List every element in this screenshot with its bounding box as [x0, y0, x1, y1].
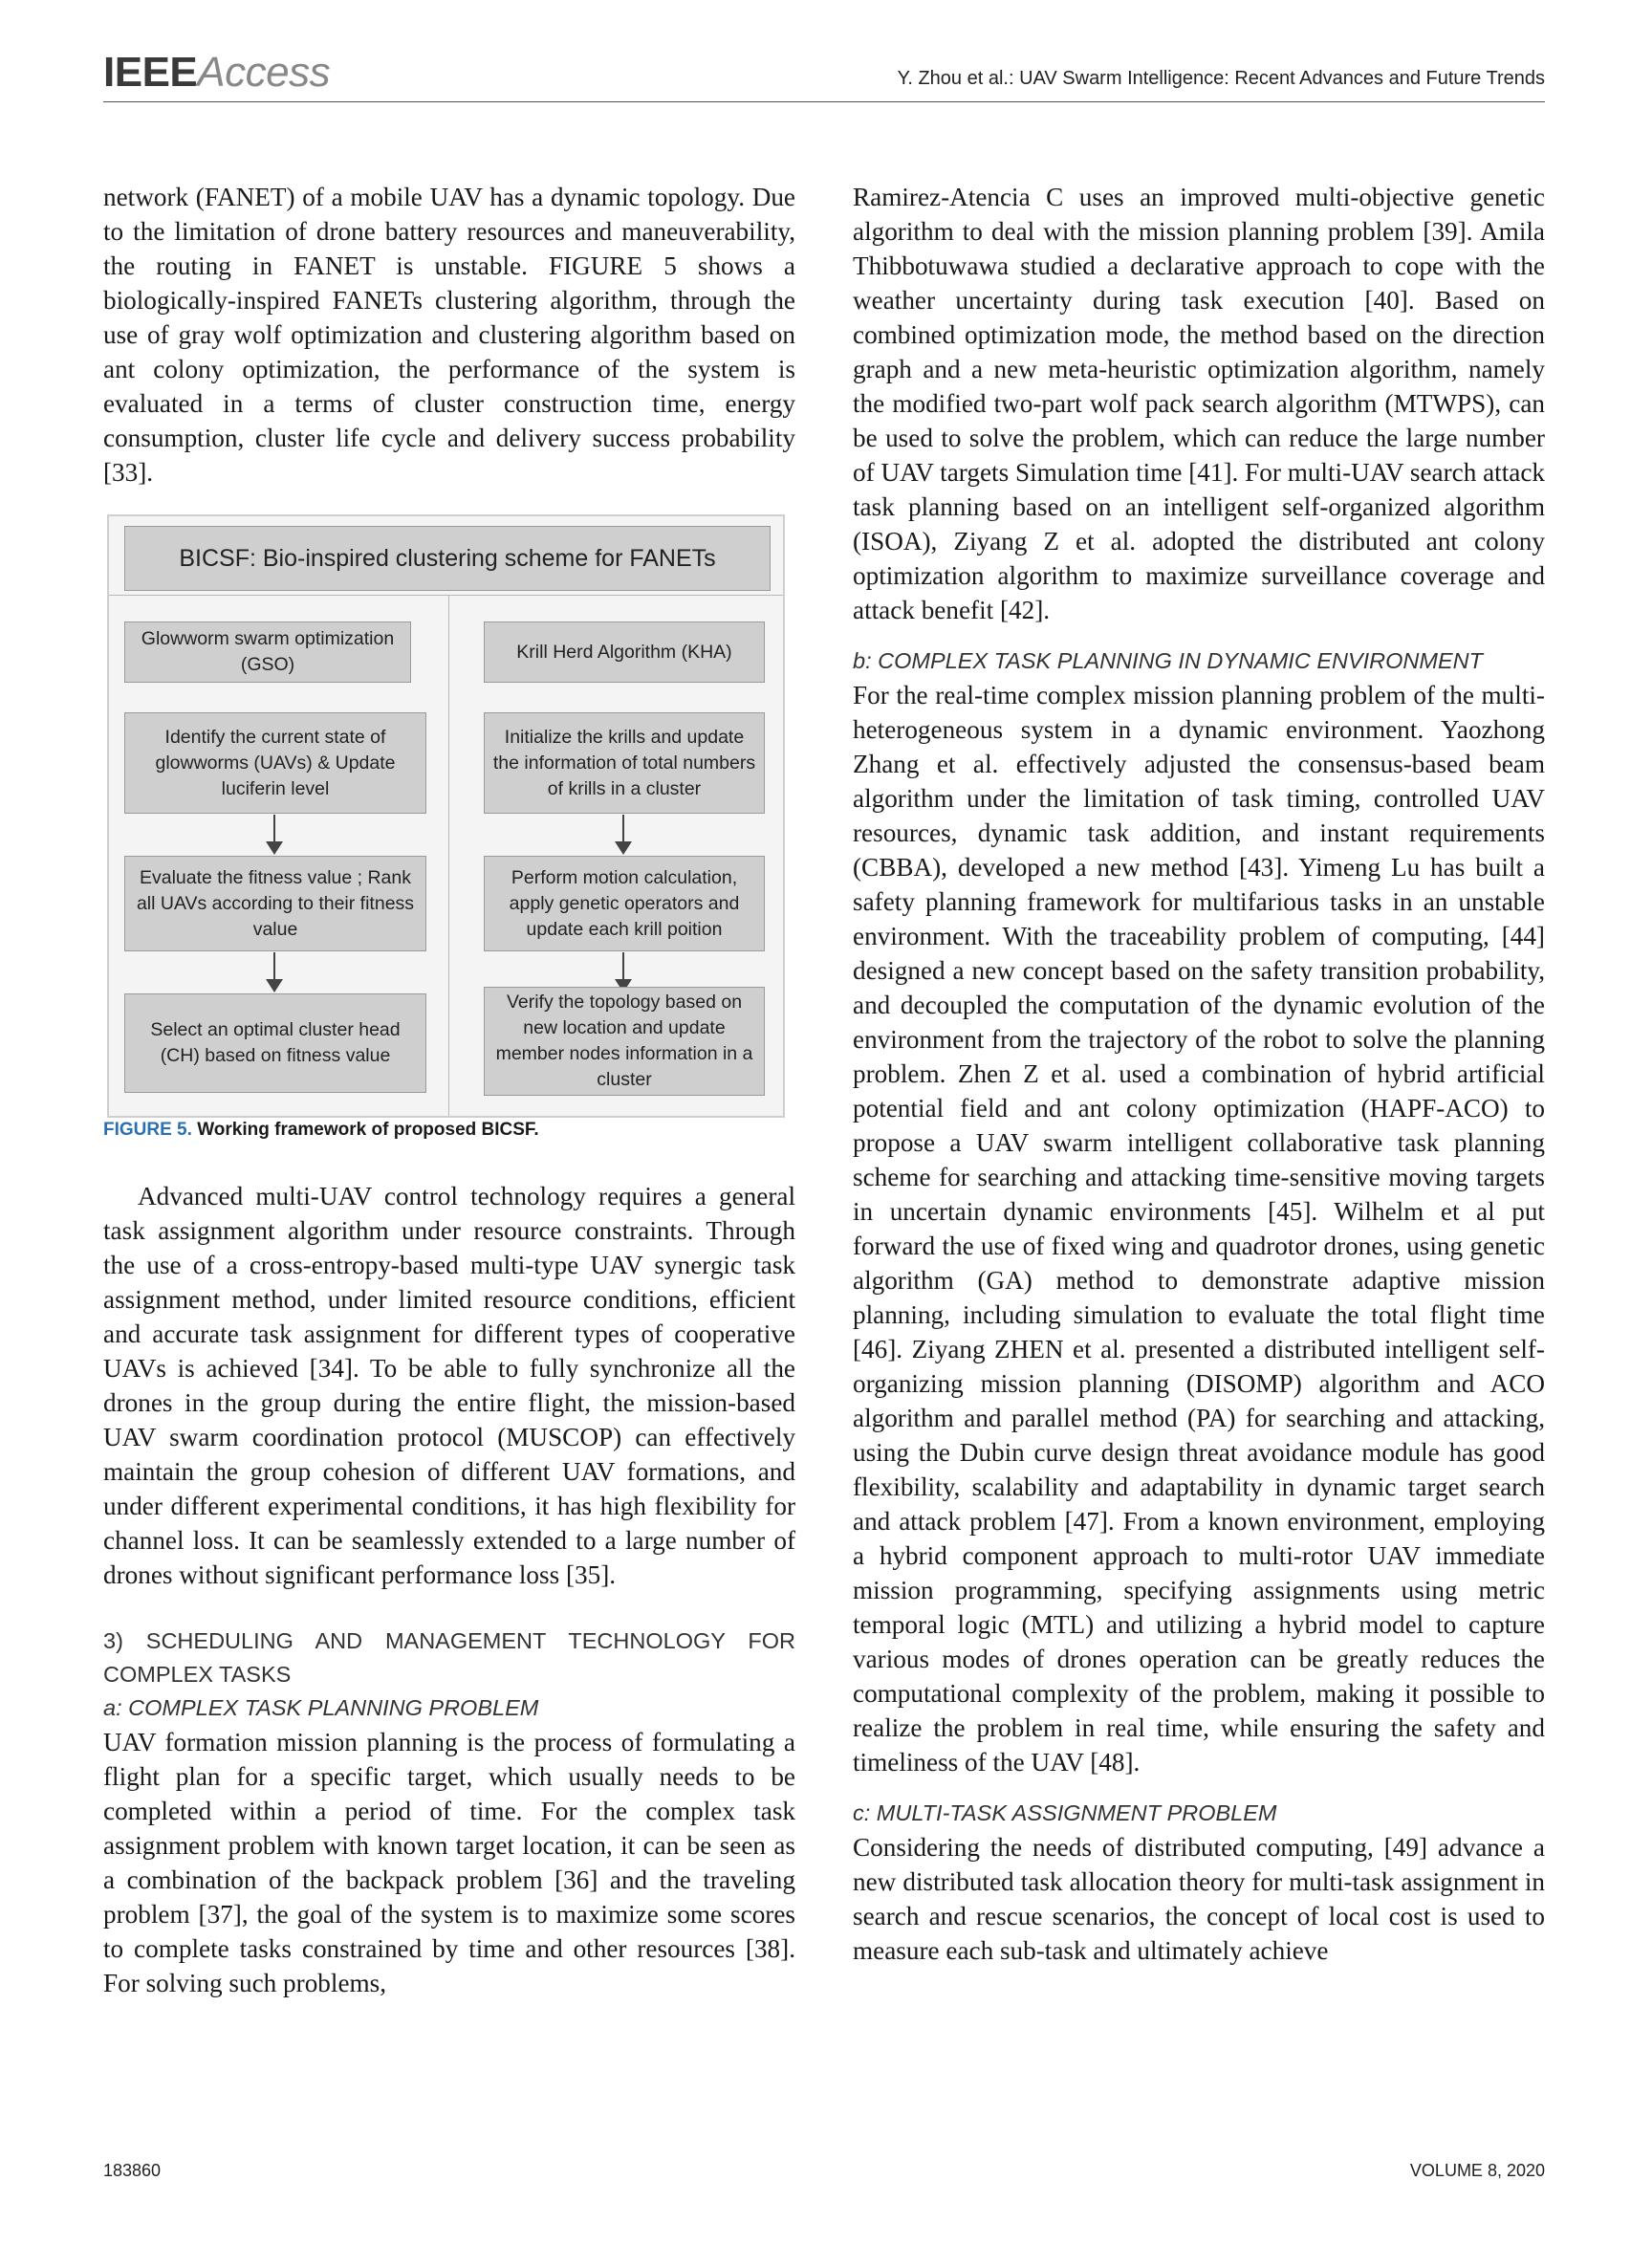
figure-divider-vertical [448, 595, 449, 1116]
gso-step-2: Evaluate the fitness value ; Rank all UAVs according to their fitness value [124, 856, 426, 951]
kha-arrow-2 [622, 952, 624, 991]
right-column [853, 180, 1545, 1968]
figure-5-diagram [107, 514, 785, 1118]
right-paragraph-1: Ramirez-Atencia C uses an improved multi-objective genetic algorithm to deal with the mission planning problem [39]. Amila Thibbotuwawa studied a declarative approach to cope with the weather uncertainty during task execution [40]. Based on combined optimization mode, the method based on the direction graph and a new meta-heuristic optimization algorithm, namely the modified two-part wolf pack search algorithm (MTWPS), can be used to solve the problem, which can reduce the large number of UAV targets Simulation time [41]. For multi-UAV search attack task planning based on an intelligent self-organized algorithm (ISOA), Ziyang Z et al. adopted the distributed ant colony optimization algorithm to maximize surveillance coverage and attack benefit [42]. [853, 183, 1545, 624]
left-paragraph-2: Advanced multi-UAV control technology requires a general task assignment algorithm under resource constraints. Through the use of a cross-entropy-based multi-type UAV synergic task assignment method, under limited resource conditions, efficient and accurate task assignment for different types of cooperative UAVs is achieved [34]. To be able to fully synchronize all the drones in the group during the entire flight, the mission-based UAV swarm coordination protocol (MUSCOP) can effectively maintain the group cohesion of different UAV formations, and under different experimental conditions, it has high flexibility for channel loss. It can be seamlessly extended to a large number of drones without significant performance loss [35]. [103, 1182, 795, 1589]
subsection-heading-c: c: MULTI-TASK ASSIGNMENT PROBLEM [853, 1800, 1277, 1825]
gso-header-box: Glowworm swarm optimization (GSO) [124, 621, 411, 683]
subsection-heading-b: b: COMPLEX TASK PLANNING IN DYNAMIC ENVIRONMENT [853, 648, 1483, 673]
kha-step-3: Verify the topology based on new location and update member nodes information in a cluster [484, 987, 765, 1096]
page-number: 183860 [103, 2161, 162, 2180]
left-paragraph-3: UAV formation mission planning is the process of formulating a flight plan for a specific target, which usually needs to be completed within a period of time. For the complex task assignment problem with known target location, it can be seen as a combination of the backpack problem [36] and the traveling problem [37], the goal of the system is to maximize some scores to complete tasks constrained by time and other resources [38]. For solving such problems, [103, 1728, 795, 1997]
journal-logo: IEEEAccess [103, 49, 331, 96]
kha-step-2: Perform motion calculation, apply genetic operators and update each krill poition [484, 856, 765, 951]
right-paragraph-2: For the real-time complex mission planning problem of the multi-heterogeneous system in a dynamic environment. Yaozhong Zhang et al. effectively adjusted the consensus-based beam algorithm under the limitation of task timing, controlled UAV resources, dynamic task addition, and instant requirements (CBBA), developed a new method [43]. Yimeng Lu has built a safety planning framework for multifarious tasks in an unstable environment. With the traceability problem of computing, [44] designed a new concept based on the safety transition probability, and decoupled the computation of the dynamic evolution of the environment from the trajectory of the robot to solve the planning problem. Zhen Z et al. used a combination of hybrid artificial potential field and ant colony optimization (HAPF-ACO) to propose a UAV swarm intelligent collaborative task planning scheme for searching and attacking time-sensitive moving targets in uncertain dynamic environments [45]. Wilhelm et al put forward the use of fixed wing and quadrotor drones, using genetic algorithm (GA) method to demonstrate adaptive mission planning, including simulation to evaluate the total flight time [46]. Ziyang ZHEN et al. presented a distributed intelligent self-organizing mission planning (DISOMP) algorithm and ACO algorithm and parallel method (PA) for searching and attacking, using the Dubin curve design threat avoidance module has good flexibility, scalability and adaptability in dynamic target search and attack problem [47]. From a known environment, employing a hybrid component approach to multi-rotor UAV immediate mission programming, specifying assignments using metric temporal logic (MTL) and utilizing a hybrid model to capture various modes of drones operation can be greatly reduces the computational complexity of the problem, making it possible to realize the problem in real time, while ensuring the safety and timeliness of the UAV [48]. [853, 681, 1545, 1777]
figure-divider-horizontal [109, 595, 783, 596]
left-paragraph-1: network (FANET) of a mobile UAV has a dynamic topology. Due to the limitation of drone battery resources and maneuverability, the routing in FANET is unstable. FIGURE 5 shows a biologically-inspired FANETs clustering algorithm, through the use of gray wolf optimization and clustering algorithm based on ant colony optimization, the performance of the system is evaluated in a terms of cluster construction time, energy consumption, cluster life cycle and delivery success probability [33]. [103, 183, 795, 487]
gso-step-3: Select an optimal cluster head (CH) based on fitness value [124, 993, 426, 1093]
right-paragraph-3: Considering the needs of distributed computing, [49] advance a new distributed task allocation theory for multi-task assignment in search and rescue scenarios, the concept of local cost is used to measure each sub-task and ultimately achieve [853, 1833, 1545, 1965]
subsection-heading-a: a: COMPLEX TASK PLANNING PROBLEM [103, 1695, 539, 1720]
left-column [103, 180, 795, 2000]
figure-title-box: BICSF: Bio-inspired clustering scheme for FANETs [124, 526, 771, 591]
gso-arrow-1 [273, 815, 275, 853]
gso-arrow-2 [273, 952, 275, 991]
gso-step-1: Identify the current state of glowworms (UAVs) & Update luciferin level [124, 712, 426, 814]
section-heading-3: 3) SCHEDULING AND MANAGEMENT TECHNOLOGY FOR COMPLEX TASKS [103, 1628, 795, 1687]
kha-arrow-1 [622, 815, 624, 853]
figure-caption: FIGURE 5. Working framework of proposed BICSF. [103, 1120, 539, 1140]
volume-label: VOLUME 8, 2020 [1409, 2161, 1545, 2180]
running-head: Y. Zhou et al.: UAV Swarm Intelligence: Recent Advances and Future Trends [897, 68, 1545, 89]
kha-header-box: Krill Herd Algorithm (KHA) [484, 621, 765, 683]
kha-step-1: Initialize the krills and update the information of total numbers of krills in a cluster [484, 712, 765, 814]
header-rule [103, 101, 1545, 102]
